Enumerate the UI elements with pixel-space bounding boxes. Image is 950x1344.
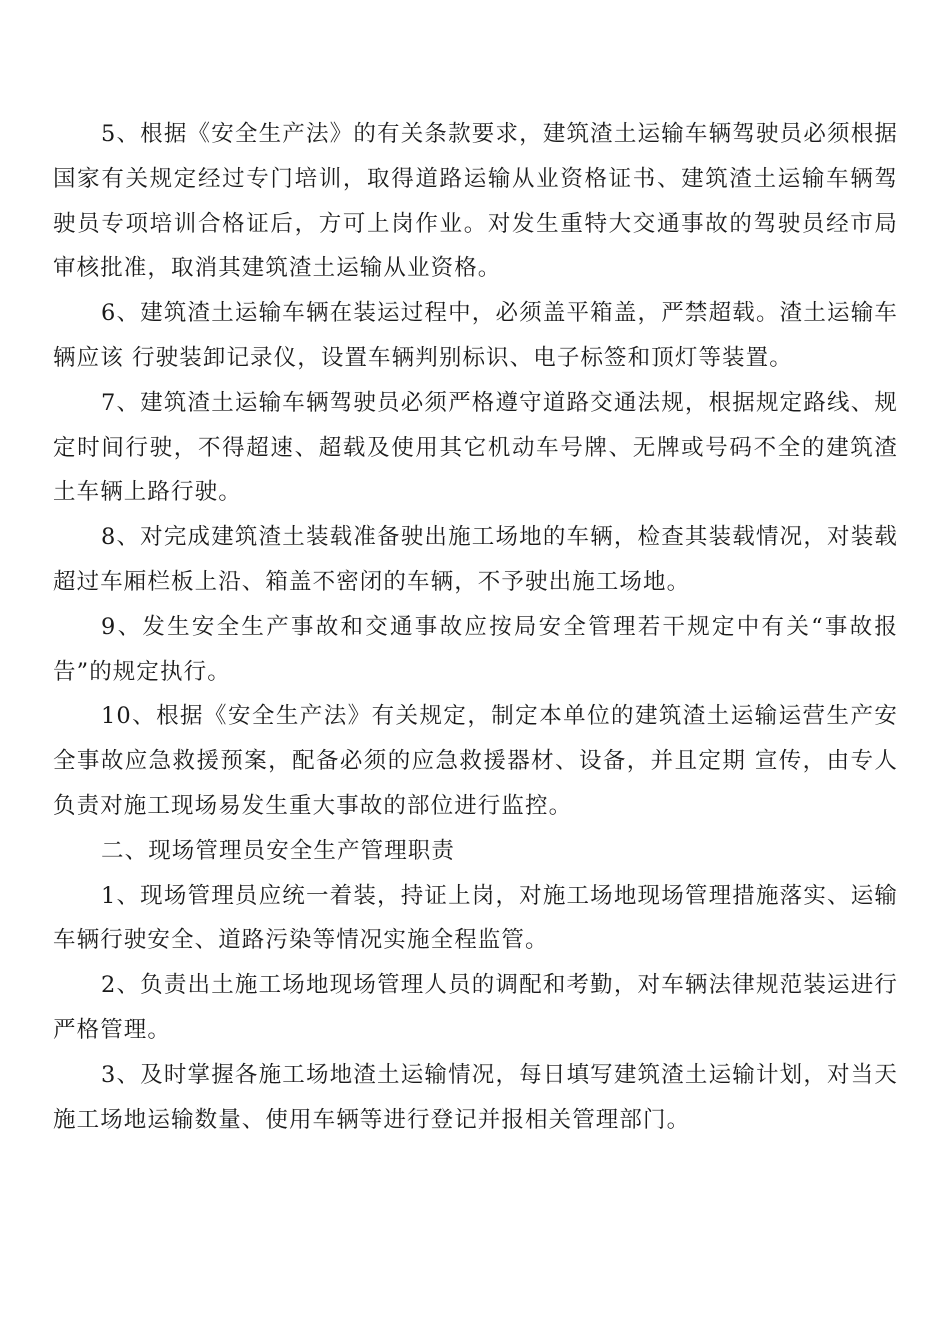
paragraph-item-7: 7、建筑渣土运输车辆驾驶员必须严格遵守道路交通法规，根据规定路线、规定时间行驶，不得超速、超载及使用其它机动车号牌、无牌或号码不全的建筑渣土车辆上路行驶。	[53, 389, 898, 506]
document-body	[53, 112, 898, 1142]
paragraph-duty-2: 2、负责出土施工场地现场管理人员的调配和考勤，对车辆法律规范装运进行严格管理。	[53, 972, 898, 1043]
paragraph-item-9: 9、发生安全生产事故和交通事故应按局安全管理若干规定中有关“事故报告”的规定执行。	[53, 613, 898, 685]
paragraph-duty-1: 1、现场管理员应统一着装，持证上岗，对施工场地现场管理措施落实、运输车辆行驶安全、道路污染等情况实施全程监管。	[53, 882, 898, 954]
paragraph-item-6: 6、建筑渣土运输车辆在装运过程中，必须盖平箱盖，严禁超载。渣土运输车辆应该 行驶装卸记录仪，设置车辆判别标识、电子标签和顶灯等装置。	[53, 300, 898, 371]
paragraph-item-10: 10、根据《安全生产法》有关规定，制定本单位的建筑渣土运输运营生产安全事故应急救援预案，配备必须的应急救援器材、设备，并且定期 宣传，由专人负责对施工现场易发生重大事故的部位进行监控。	[53, 703, 898, 819]
section-heading: 二、现场管理员安全生产管理职责	[101, 837, 456, 864]
paragraph-item-8: 8、对完成建筑渣土装载准备驶出施工场地的车辆，检查其装载情况，对装载超过车厢栏板上沿、箱盖不密闭的车辆，不予驶出施工场地。	[53, 524, 898, 595]
paragraph-item-5: 5、根据《安全生产法》的有关条款要求，建筑渣土运输车辆驾驶员必须根据国家有关规定经过专门培训，取得道路运输从业资格证书、建筑渣土运输车辆驾驶员专项培训合格证后，方可上岗作业。对发生重特大交通事故的驾驶员经市局审核批准，取消其建筑渣土运输从业资格。	[53, 121, 898, 282]
paragraph-duty-3: 3、及时掌握各施工场地渣土运输情况，每日填写建筑渣土运输计划，对当天施工场地运输数量、使用车辆等进行登记并报相关管理部门。	[53, 1061, 898, 1133]
